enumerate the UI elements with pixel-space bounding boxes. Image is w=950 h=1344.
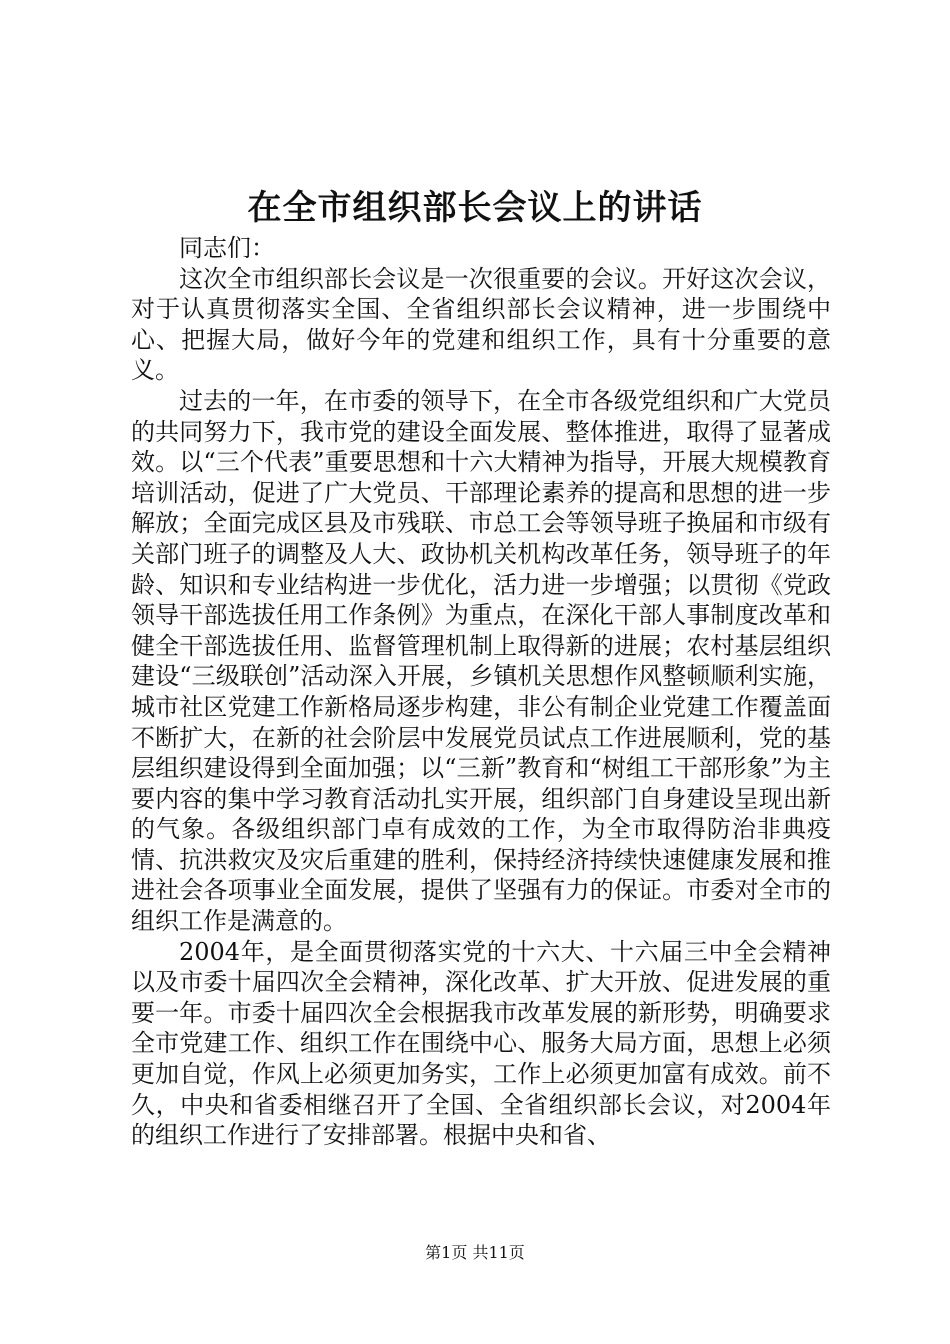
salutation-paragraph: 同志们： (179, 234, 275, 262)
review-paragraph: 过去的一年，在市委的领导下，在全市各级党组织和广大党员的共同努力下，我市党的建设全面发展、整体推进，取得了显著成效。以“三个代表”重要思想和十六大精神为指导，开展大规模教育培训活动，促进了广大党员、干部理论素养的提高和思想的进一步解放；全面完成区县及市残联、市总工会等领导班子换届和市级有关部门班子的调整及人大、政协机关机构改革任务，领导班子的年龄、知识和专业结构进一步优化，活力进一步增强；以贯彻《党政领导干部选拔任用工作条例》为重点，在深化干部人事制度改革和健全干部选拔任用、监督管理机制上取得新的进展；农村基层组织建设“三级联创”活动深入开展，乡镇机关思想作风整顿顺利实施，城市社区党建工作新格局逐步构建，非公有制企业党建工作覆盖面不断扩大，在新的社会阶层中发展党员试点工作进展顺利，党的基层组织建设得到全面加强；以“三新”教育和“树组工干部形象”为主要内容的集中学习教育活动扎实开展，组织部门自身建设呈现出新的气象。各级组织部门卓有成效的工作，为全市取得防治非典疫情、抗洪救灾及灾后重建的胜利，保持经济持续快速健康发展和推进社会各项事业全面发展，提供了坚强有力的保证。市委对全市的组织工作是满意的。 (131, 386, 831, 936)
page-footer: 第1页 共11页 (425, 1243, 525, 1262)
intro-paragraph: 这次全市组织部长会议是一次很重要的会议。开好这次会议，对于认真贯彻落实全国、全省组织部长会议精神，进一步围绕中心、把握大局，做好今年的党建和组织工作，具有十分重要的意义。 (131, 264, 831, 385)
document-title: 在全市组织部长会议上的讲话 (247, 188, 703, 228)
document-body (131, 233, 831, 1151)
plan-paragraph: 2004年，是全面贯彻落实党的十六大、十六届三中全会精神以及市委十届四次全会精神，深化改革、扩大开放、促进发展的重要一年。市委十届四次全会根据我市改革发展的新形势，明确要求全市党建工作、组织工作在围绕中心、服务大局方面，思想上必须更加自觉，作风上必须更加务实，工作上必须更加富有成效。前不久，中央和省委相继召开了全国、全省组织部长会议，对2004年的组织工作进行了安排部署。根据中央和省、 (131, 937, 831, 1150)
